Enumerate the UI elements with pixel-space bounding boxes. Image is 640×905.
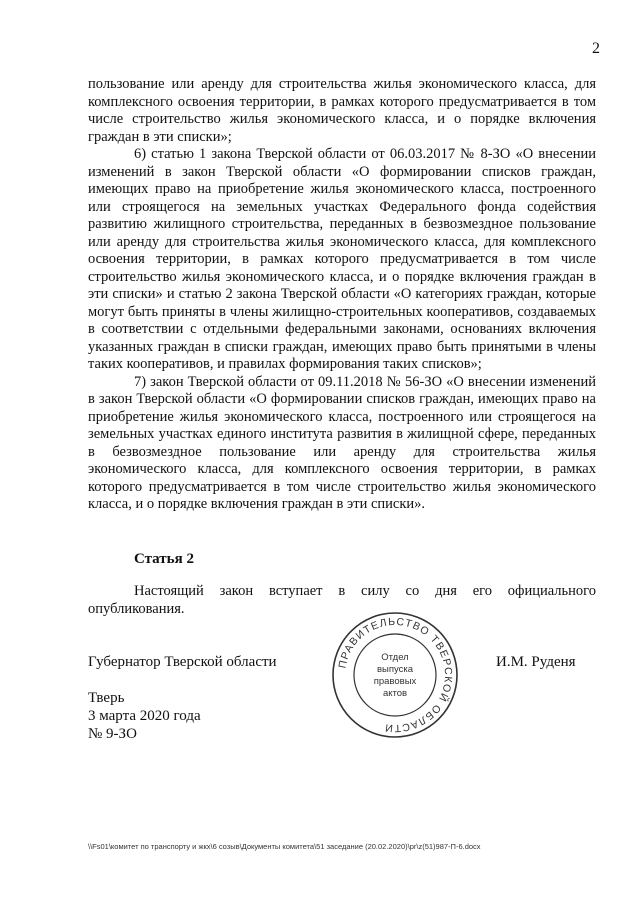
paragraph-item-6: 6) статью 1 закона Тверской области от 06.03.2017 № 8-ЗО «О внесении изменений в закон Тверской области «О формировании списков граждан, имеющих право на приобретение жилья экономического класса, построенного или строящегося на земельных участках Федерального фонда содействия развитию жилищного строительства, переданных в безвозмездное пользование или аренду для строительства жилья экономического класса, для комплексного освоения территории, в рамках которого предусматривается в том числе строительство жилья экономического класса, и о порядке включения граждан в эти списки» и статью 2 закона Тверской области «О категориях граждан, которые могут быть приняты в члены жилищно-строительных кооперативов, создаваемых в соответствии с отдельными федеральными законами, основаниях включения указанных граждан в списки граждан, имеющих право быть принятыми в члены таких кооперативов, и правилах формирования таких списков»;	[88, 146, 596, 372]
article-paragraph: Настоящий закон вступает в силу со дня его официального опубликования.	[88, 583, 596, 617]
paragraph-continuation: пользование или аренду для строительства жилья экономического класса, для комплексного освоения территории, в рамках которого предусматривается в том числе строительство жилья экономического класса, и о порядке включения граждан в эти списки»;	[88, 76, 596, 145]
place-date-block	[88, 689, 201, 743]
signature-name: И.М. Руденя	[496, 654, 576, 670]
file-path-footer: \\Fs01\комитет по транспорту и жкх\6 созыв\Документы комитета\51 заседание (20.02.2020)\pr\z(51)987-П-6.docx	[88, 842, 481, 851]
signature-position: Губернатор Тверской области	[88, 654, 277, 670]
stamp-ring-text: ПРАВИТЕЛЬСТВО ТВЕРСКОЙ ОБЛАСТИ	[336, 615, 455, 735]
article-title: Статья 2	[134, 551, 194, 567]
law-number: № 9-ЗО	[88, 726, 137, 742]
document-body	[88, 76, 596, 514]
stamp-line-2: выпуска	[376, 664, 414, 675]
paragraph-item-7: 7) закон Тверской области от 09.11.2018 № 56-ЗО «О внесении изменений в закон Тверской области «О формировании списков граждан, имеющих право на приобретение жилья экономического класса, построенного или строящегося на земельных участках единого института развития в жилищной сфере, переданных в безвозмездное пользование или аренду для строительства жилья экономического класса, для комплексного освоения территории, в рамках которого предусматривается в том числе строительство жилья экономического класса, и о порядке включения граждан в эти списки».	[88, 373, 596, 512]
city: Тверь	[88, 690, 125, 706]
official-stamp-icon	[330, 610, 460, 740]
stamp-line-4: актов	[382, 688, 408, 699]
stamp-line-3: правовых	[373, 676, 417, 687]
page-number: 2	[592, 40, 600, 57]
stamp-line-1: Отдел	[381, 652, 409, 663]
date: 3 марта 2020 года	[88, 708, 201, 724]
